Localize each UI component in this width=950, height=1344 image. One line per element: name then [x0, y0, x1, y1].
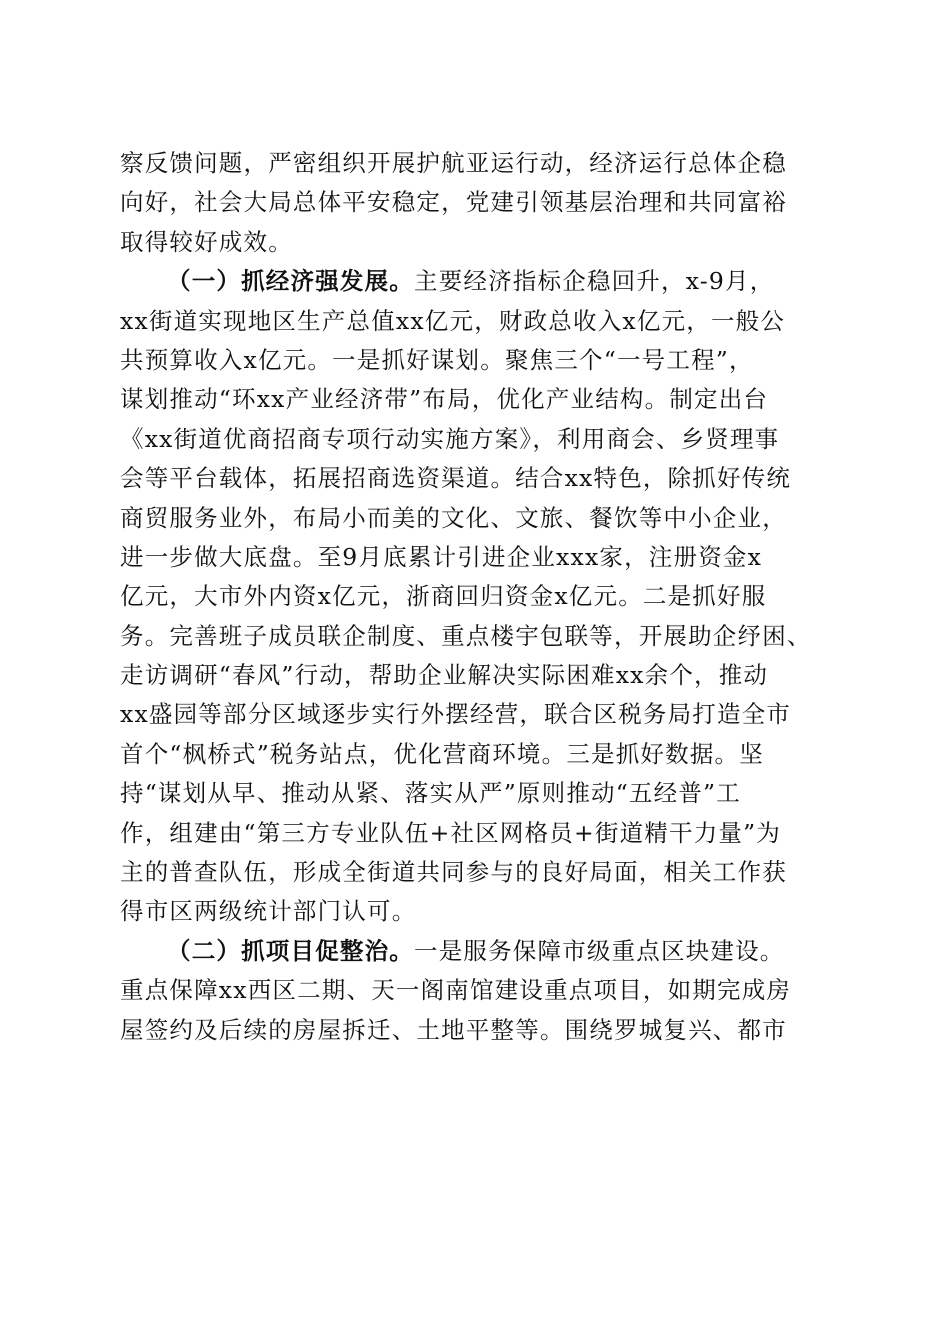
text-line: 首个“枫桥式”税务站点，优化营商环境。三是抓好数据。坚 [120, 739, 764, 768]
text-line: 务。完善班子成员联企制度、重点楼宇包联等，开展助企纾困、 [120, 621, 812, 650]
text-line: xx街道实现地区生产总值xx亿元，财政总收入x亿元，一般公 [120, 306, 786, 335]
section-2-first-line-text: 一是服务保障市级重点区块建设。 [414, 936, 785, 965]
document-body [120, 144, 832, 1050]
section-1-paragraph [120, 262, 832, 932]
text-line: 谋划推动“环xx产业经济带”布局，优化产业结构。制定出台 [120, 385, 769, 414]
text-line: 得市区两级统计部门认可。 [120, 897, 417, 926]
text-line: xx盛园等部分区域逐步实行外摆经营，联合区税务局打造全市 [120, 700, 792, 729]
text-line: 持“谋划从早、推动从紧、落实从严”原则推动“五经普”工 [120, 779, 741, 808]
text-line: 会等平台载体，拓展招商选资渠道。结合xx特色，除抓好传统 [120, 464, 792, 493]
text-line: 重点保障xx西区二期、天一阁南馆建设重点项目，如期完成房 [120, 976, 792, 1005]
text-line: 察反馈问题，严密组织开展护航亚运行动，经济运行总体企稳 [120, 149, 787, 177]
text-line: 取得较好成效。 [120, 227, 293, 256]
section-2-heading: （二）抓项目促整治。 [167, 936, 414, 965]
text-line: 商贸服务业外，布局小而美的文化、文旅、餐饮等中小企业， [120, 503, 787, 532]
text-line: 主的普查队伍，形成全街道共同参与的良好局面，相关工作获 [120, 858, 787, 887]
section-2-paragraph [120, 932, 832, 1050]
section-2-first-line [120, 932, 832, 971]
section-1-heading: （一）抓经济强发展。 [167, 267, 414, 296]
section-1-first-line [120, 262, 832, 301]
section-1-first-line-text: 主要经济指标企稳回升，x-9月， [414, 267, 775, 296]
text-line: 作，组建由“第三方专业队伍+社区网格员+街道精干力量”为 [120, 818, 782, 847]
text-line: 走访调研“春风”行动，帮助企业解决实际困难xx余个，推动 [120, 661, 769, 690]
text-line: 《xx街道优商招商专项行动实施方案》，利用商会、乡贤理事 [120, 424, 780, 453]
text-line: 屋签约及后续的房屋拆迁、土地平整等。围绕罗城复兴、都市 [120, 1015, 787, 1044]
text-line: 亿元，大市外内资x亿元，浙商回归资金x亿元。二是抓好服 [120, 582, 767, 611]
text-line: 向好，社会大局总体平安稳定，党建引领基层治理和共同富裕 [120, 188, 787, 217]
text-line: 共预算收入x亿元。一是抓好谋划。聚焦三个“一号工程”， [120, 345, 754, 374]
intro-paragraph [120, 144, 832, 262]
text-line: 进一步做大底盘。至9月底累计引进企业xxx家，注册资金x [120, 542, 763, 571]
